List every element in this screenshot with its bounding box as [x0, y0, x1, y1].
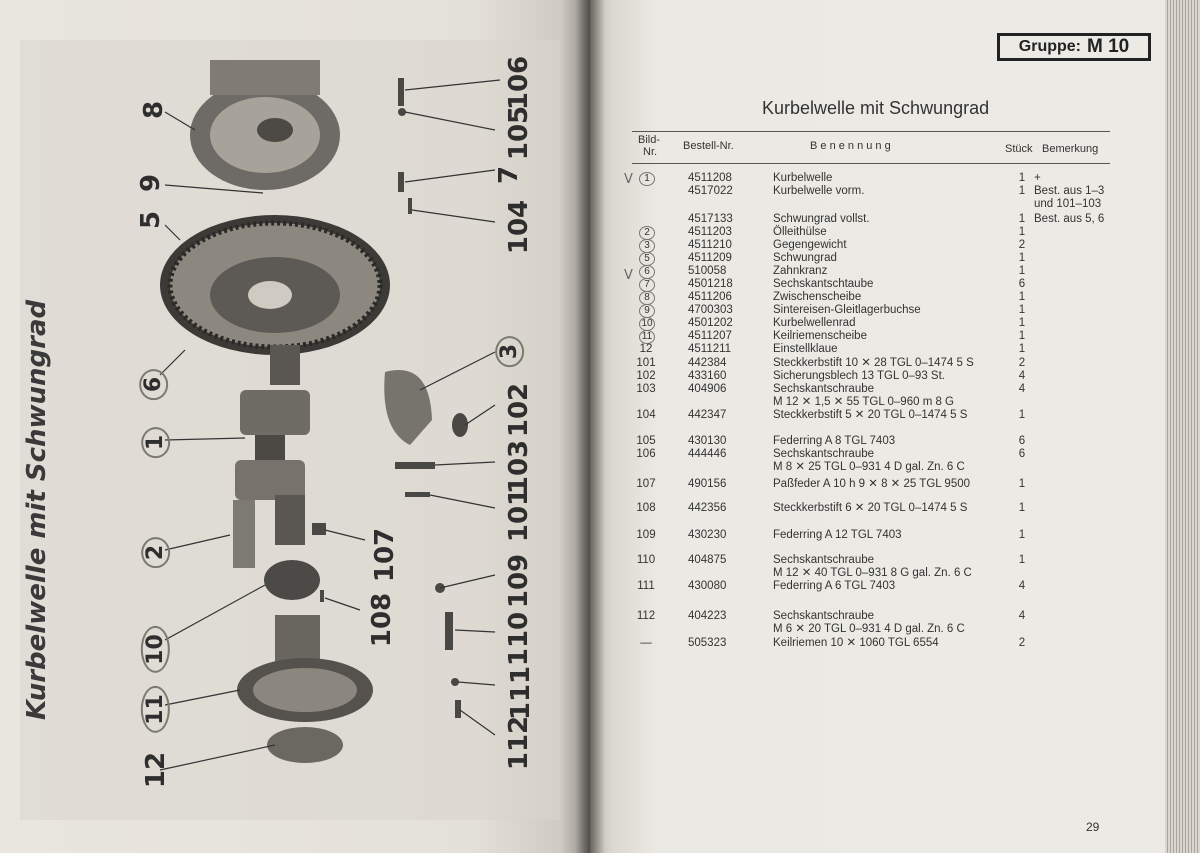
row-bild-nr: 112 [636, 610, 656, 622]
row-benennung: M 6 ✕ 20 TGL 0–931 4 D gal. Zn. 6 C [773, 623, 965, 635]
callout-101: 101 [504, 487, 535, 543]
row-bild-nr: 8 [639, 291, 655, 305]
header-top-rule [632, 131, 1110, 132]
table-row [620, 239, 1140, 252]
callout-7: 7 [494, 165, 525, 185]
table-row [620, 554, 1140, 567]
table-row [620, 370, 1140, 383]
row-bestell-nr: 442347 [688, 409, 727, 421]
row-stueck: 6 [1018, 435, 1026, 447]
handwritten-check-mark-2: V [624, 268, 633, 283]
row-bestell-nr: 442356 [688, 502, 727, 514]
row-bild-nr: 105 [636, 435, 656, 447]
row-bild-nr: 104 [636, 409, 656, 421]
table-row [620, 478, 1140, 491]
row-stueck: 1 [1018, 502, 1026, 514]
row-bild-nr: 108 [636, 502, 656, 514]
table-row [620, 213, 1140, 226]
table-row [620, 304, 1140, 317]
header-benennung: B e n e n n u n g [810, 140, 891, 152]
row-benennung: Federring A 8 TGL 7403 [773, 435, 896, 447]
table-row [620, 185, 1140, 198]
row-benennung: Schwungrad vollst. [773, 213, 870, 225]
row-bild-nr: 101 [636, 357, 656, 369]
row-stueck: 1 [1018, 554, 1026, 566]
callout-9: 9 [136, 173, 167, 193]
table-row [620, 343, 1140, 356]
row-benennung: Sintereisen-Gleitlagerbuchse [773, 304, 921, 316]
group-label-box [997, 33, 1151, 61]
part-flywheel-housing [190, 60, 340, 190]
row-bestell-nr: 510058 [688, 265, 727, 277]
callout-2: 2 [141, 537, 170, 568]
row-bild-nr: 5 [639, 252, 655, 266]
row-stueck: 1 [1018, 343, 1026, 355]
table-row [620, 610, 1140, 623]
row-bestell-nr: 4517133 [688, 213, 733, 225]
row-bestell-nr: 404223 [688, 610, 727, 622]
row-benennung: Steckkerbstift 6 ✕ 20 TGL 0–1474 5 S [773, 502, 968, 514]
table-row [620, 198, 1140, 211]
row-bemerkung: und 101–103 [1034, 198, 1102, 210]
group-label: Gruppe: [1018, 38, 1081, 55]
header-stueck: Stück [1005, 143, 1033, 155]
row-stueck: 4 [1018, 383, 1026, 395]
row-bestell-nr: 430080 [688, 580, 727, 592]
row-bestell-nr: 4511203 [688, 226, 732, 238]
row-benennung: M 12 ✕ 40 TGL 0–931 8 G gal. Zn. 6 C [773, 567, 972, 579]
row-bestell-nr: 430230 [688, 529, 727, 541]
row-bild-nr: 111 [637, 580, 655, 592]
table-row [620, 448, 1140, 461]
table-row [620, 291, 1140, 304]
row-stueck: 1 [1018, 265, 1026, 277]
row-bestell-nr: 505323 [688, 637, 727, 649]
row-stueck: 1 [1018, 252, 1026, 264]
row-stueck: 4 [1018, 580, 1026, 592]
row-bild-nr: 1 [639, 172, 655, 186]
table-row [620, 226, 1140, 239]
row-benennung: Federring A 12 TGL 7403 [773, 529, 902, 541]
handwritten-check-mark: V [624, 172, 633, 187]
part-adjusting-claw [267, 727, 343, 763]
row-bild-nr: — [640, 637, 652, 649]
illustration-title: Kurbelwelle mit Schwungrad [22, 299, 52, 720]
table-row [620, 278, 1140, 291]
page-edge [1165, 0, 1200, 853]
row-benennung: Keilriemen 10 ✕ 1060 TGL 6554 [773, 637, 939, 649]
page-number: 29 [1086, 820, 1100, 834]
page-title: Kurbelwelle mit Schwungrad [762, 98, 990, 118]
row-bild-nr: 106 [636, 448, 656, 460]
row-bestell-nr: 430130 [688, 435, 727, 447]
table-row [620, 409, 1140, 422]
row-stueck: 4 [1018, 370, 1026, 382]
left-page [0, 0, 590, 853]
row-stueck: 2 [1018, 239, 1026, 251]
header-bestell-nr: Bestell-Nr. [683, 140, 734, 152]
table-row [620, 265, 1140, 278]
row-bemerkung: Best. aus 1–3 [1034, 185, 1105, 197]
header-bild-nr-2: Nr. [643, 146, 658, 158]
row-bestell-nr: 490156 [688, 478, 727, 490]
row-benennung: Gegengewicht [773, 239, 847, 251]
row-benennung: Sechskantschraube [773, 383, 875, 395]
row-bestell-nr: 4511208 [688, 172, 732, 184]
row-stueck: 1 [1018, 409, 1026, 421]
row-stueck: 6 [1018, 278, 1026, 290]
row-stueck: 1 [1018, 291, 1026, 303]
row-bemerkung: Best. aus 5, 6 [1034, 213, 1105, 225]
callout-3: 3 [495, 336, 524, 367]
row-benennung: Zwischenscheibe [773, 291, 862, 303]
table-row [620, 529, 1140, 542]
table-row [620, 435, 1140, 448]
callout-102: 102 [504, 382, 535, 438]
callout-109: 109 [504, 553, 535, 609]
row-bestell-nr: 4501218 [688, 278, 733, 290]
row-benennung: Ölleithülse [773, 226, 827, 238]
row-benennung: Sechskantschraube [773, 554, 875, 566]
row-stueck: 6 [1018, 448, 1026, 460]
row-benennung: Federring A 6 TGL 7403 [773, 580, 896, 592]
row-bild-nr: 109 [636, 529, 656, 541]
callout-6: 6 [139, 369, 168, 400]
callout-112: 112 [504, 715, 535, 771]
callout-5: 5 [136, 210, 167, 230]
row-bestell-nr: 404875 [688, 554, 727, 566]
row-benennung: Sechskantschraube [773, 448, 875, 460]
row-bild-nr: 110 [636, 554, 656, 566]
header-bemerkung: Bemerkung [1042, 143, 1099, 155]
callout-108: 108 [367, 592, 398, 648]
row-bestell-nr: 444446 [688, 448, 727, 460]
callout-11: 11 [141, 686, 170, 733]
row-stueck: 1 [1018, 172, 1026, 184]
table-row [620, 580, 1140, 593]
callout-110: 110 [504, 611, 535, 667]
row-bestell-nr: 442384 [688, 357, 727, 369]
row-bild-nr: 7 [639, 278, 655, 292]
row-stueck: 1 [1018, 226, 1026, 238]
callout-105: 105 [504, 105, 535, 161]
table-row [620, 637, 1140, 650]
row-benennung: Kurbelwellenrad [773, 317, 856, 329]
row-stueck: 1 [1018, 317, 1026, 329]
table-row [620, 252, 1140, 265]
table-row [620, 396, 1140, 409]
row-bild-nr: 11 [639, 330, 655, 344]
table-row [620, 623, 1140, 636]
table-row [620, 330, 1140, 343]
row-bestell-nr: 4501202 [688, 317, 733, 329]
row-benennung: Einstellklaue [773, 343, 838, 355]
row-bestell-nr: 4700303 [688, 304, 733, 316]
row-benennung: M 8 ✕ 25 TGL 0–931 4 D gal. Zn. 6 C [773, 461, 965, 473]
row-stueck: 1 [1018, 185, 1026, 197]
row-benennung: Sechskantschtaube [773, 278, 874, 290]
table-row [620, 502, 1140, 515]
row-benennung: Schwungrad [773, 252, 837, 264]
table-row [620, 383, 1140, 396]
callout-106: 106 [504, 55, 535, 111]
header-bild-nr-1: Bild- [638, 134, 661, 146]
row-benennung: Kurbelwelle vorm. [773, 185, 865, 197]
row-bestell-nr: 433160 [688, 370, 727, 382]
part-flywheel [160, 215, 390, 355]
table-row [620, 357, 1140, 370]
row-bild-nr: 6 [639, 265, 655, 279]
part-crank-gear [264, 560, 320, 600]
row-benennung: Kurbelwelle [773, 172, 833, 184]
row-stueck: 1 [1018, 478, 1026, 490]
row-benennung: Zahnkranz [773, 265, 828, 277]
row-bestell-nr: 4511207 [688, 330, 732, 342]
row-bild-nr: 107 [636, 478, 656, 490]
row-benennung: M 12 ✕ 1,5 ✕ 55 TGL 0–960 m 8 G [773, 396, 955, 408]
row-benennung: Paßfeder A 10 h 9 ✕ 8 ✕ 25 TGL 9500 [773, 478, 971, 490]
book-spine [575, 0, 605, 853]
row-benennung: Keilriemenscheibe [773, 330, 867, 342]
table-row [620, 567, 1140, 580]
row-stueck: 1 [1018, 304, 1026, 316]
row-stueck: 4 [1018, 610, 1026, 622]
row-bemerkung: + [1034, 172, 1041, 184]
table-row [620, 461, 1140, 474]
row-bestell-nr: 4517022 [688, 185, 733, 197]
row-bild-nr: 12 [639, 343, 653, 355]
row-benennung: Sicherungsblech 13 TGL 0–93 St. [773, 370, 945, 382]
row-stueck: 2 [1018, 637, 1026, 649]
row-stueck: 2 [1018, 357, 1026, 369]
callout-1: 1 [141, 427, 170, 458]
exploded-view-drawing [0, 0, 580, 853]
group-code: M 10 [1086, 36, 1130, 57]
callout-8: 8 [139, 100, 170, 120]
row-bestell-nr: 4511206 [688, 291, 732, 303]
row-bild-nr: 10 [639, 317, 655, 331]
callout-10: 10 [141, 626, 170, 673]
row-stueck: 1 [1018, 213, 1026, 225]
callout-12: 12 [141, 751, 172, 789]
row-benennung: Steckkerbstift 5 ✕ 20 TGL 0–1474 5 S [773, 409, 968, 421]
row-bild-nr: 102 [636, 370, 656, 382]
row-bestell-nr: 4511209 [688, 252, 732, 264]
callout-104: 104 [504, 199, 535, 255]
callout-107: 107 [370, 527, 401, 583]
row-stueck: 1 [1018, 529, 1026, 541]
right-page [590, 0, 1165, 853]
row-bild-nr: 2 [639, 226, 655, 240]
row-bestell-nr: 404906 [688, 383, 727, 395]
row-stueck: 1 [1018, 330, 1026, 342]
table-row [620, 317, 1140, 330]
part-oil-sleeve [233, 500, 255, 568]
row-benennung: Steckkerbstift 10 ✕ 28 TGL 0–1474 5 S [773, 357, 974, 369]
row-bestell-nr: 4511210 [688, 239, 732, 251]
table-row [620, 172, 1140, 185]
callout-103: 103 [504, 439, 535, 495]
row-bestell-nr: 4511211 [688, 343, 732, 355]
header-bottom-rule [632, 163, 1110, 164]
row-bild-nr: 3 [639, 239, 655, 253]
row-bild-nr: 9 [639, 304, 655, 318]
callout-111: 111 [506, 665, 537, 721]
row-bild-nr: 103 [636, 383, 656, 395]
row-benennung: Sechskantschraube [773, 610, 875, 622]
